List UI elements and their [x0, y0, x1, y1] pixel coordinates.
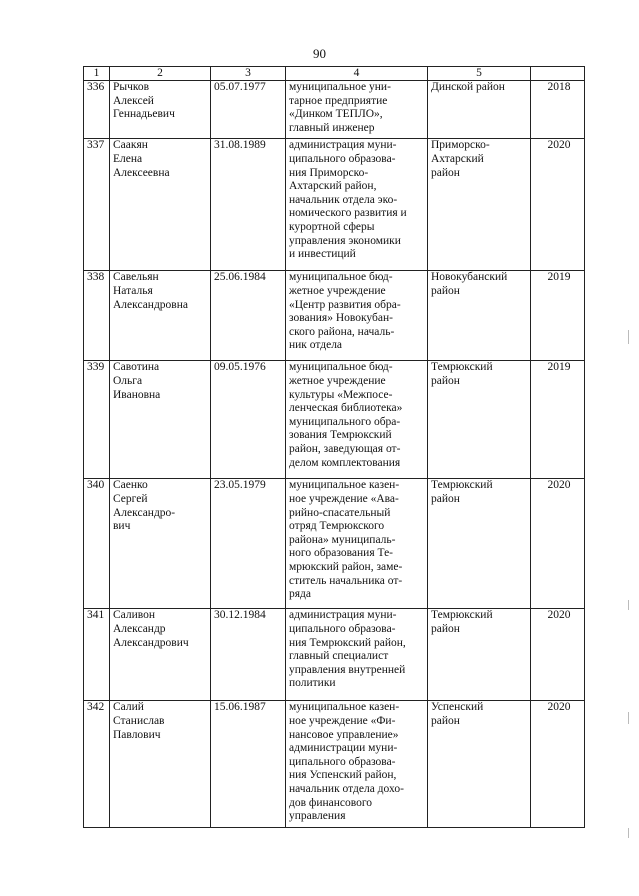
- scan-artifact: [628, 828, 629, 838]
- district-line: район: [431, 492, 460, 505]
- name-line: Александровна: [113, 298, 188, 311]
- row-number-cell: 337: [84, 139, 110, 271]
- name-line: Алексей: [113, 94, 154, 107]
- table-row: [84, 81, 585, 139]
- district-line: Темрюкский: [431, 609, 493, 622]
- name-line: Геннадьевич: [113, 108, 175, 121]
- full-name-cell: [110, 361, 211, 479]
- org-line: культуры «Межпосе-: [289, 388, 393, 401]
- org-line: ципального образова-: [289, 622, 396, 635]
- workplace-position-cell: [286, 361, 428, 479]
- district-line: Темрюкский: [431, 479, 493, 492]
- district-cell: [428, 479, 531, 609]
- full-name-cell: [110, 479, 211, 609]
- org-line: муниципальное бюд-: [289, 361, 393, 374]
- org-line: делом комплектования: [289, 456, 401, 469]
- birth-date-cell: 15.06.1987: [211, 701, 286, 827]
- district-cell: [428, 81, 531, 139]
- org-line: администрация муни-: [289, 139, 397, 152]
- table-row: [84, 479, 585, 609]
- district-line: Приморско-: [431, 139, 490, 152]
- name-line: Саенко: [113, 479, 148, 492]
- org-line: управления экономики: [289, 234, 401, 247]
- row-number-cell: 342: [84, 701, 110, 827]
- table-row: [84, 701, 585, 827]
- scan-artifact: [628, 330, 629, 344]
- org-line: мрюкский район, заме-: [289, 560, 403, 573]
- name-line: Александр: [113, 622, 166, 635]
- year-cell: 2020: [531, 609, 585, 701]
- name-line: Алексеевна: [113, 166, 170, 179]
- column-header: 1: [84, 67, 110, 81]
- district-cell: [428, 271, 531, 361]
- org-line: дов финансового: [289, 796, 373, 809]
- header-row: [84, 67, 585, 81]
- workplace-position-cell: [286, 609, 428, 701]
- full-name-cell: [110, 271, 211, 361]
- district-line: район: [431, 284, 460, 297]
- org-line: главный специалист: [289, 650, 389, 663]
- table-row: [84, 609, 585, 701]
- org-line: ния Темрюкский район,: [289, 636, 406, 649]
- name-line: Станислав: [113, 714, 165, 727]
- name-line: Савотина: [113, 361, 160, 374]
- name-line: Ивановна: [113, 388, 161, 401]
- name-line: Павлович: [113, 728, 161, 741]
- org-line: ленческая библиотека»: [289, 402, 403, 415]
- org-line: муниципальное уни-: [289, 81, 391, 93]
- scan-artifact: [628, 712, 629, 724]
- table-row: [84, 139, 585, 271]
- workplace-position-cell: [286, 479, 428, 609]
- org-line: зования Темрюкский: [289, 429, 392, 442]
- org-line: «Центр развития обра-: [289, 298, 401, 311]
- row-number-cell: 340: [84, 479, 110, 609]
- table-row: [84, 271, 585, 361]
- full-name-cell: [110, 139, 211, 271]
- org-line: муниципальное казен-: [289, 479, 400, 492]
- year-cell: 2019: [531, 271, 585, 361]
- registry-table: [83, 66, 585, 828]
- name-line: Елена: [113, 152, 143, 165]
- org-line: отряд Темрюкского: [289, 520, 385, 533]
- org-line: главный инженер: [289, 121, 375, 134]
- org-line: жетное учреждение: [289, 374, 386, 387]
- name-line: Саакян: [113, 139, 148, 152]
- column-header: [531, 67, 585, 81]
- column-header: 5: [428, 67, 531, 81]
- org-line: ципального образова-: [289, 755, 396, 768]
- org-line: Ахтарский район,: [289, 180, 377, 193]
- row-number-cell: 338: [84, 271, 110, 361]
- org-line: района» муниципаль-: [289, 533, 396, 546]
- name-line: Салий: [113, 701, 144, 714]
- row-number-cell: 339: [84, 361, 110, 479]
- birth-date-cell: 25.06.1984: [211, 271, 286, 361]
- org-line: администрации муни-: [289, 742, 398, 755]
- district-line: район: [431, 622, 460, 635]
- org-line: ного образования Те-: [289, 547, 394, 560]
- name-line: Наталья: [113, 284, 153, 297]
- name-line: Рычков: [113, 81, 150, 93]
- table-row: [84, 361, 585, 479]
- name-line: Александрович: [113, 636, 189, 649]
- org-line: муниципального обра-: [289, 415, 401, 428]
- org-line: политики: [289, 677, 336, 690]
- org-line: зования» Новокубан-: [289, 312, 393, 325]
- org-line: ского района, началь-: [289, 325, 395, 338]
- org-line: управления: [289, 810, 346, 823]
- district-line: район: [431, 714, 460, 727]
- org-line: тарное предприятие: [289, 94, 388, 107]
- district-cell: [428, 701, 531, 827]
- birth-date-cell: 23.05.1979: [211, 479, 286, 609]
- full-name-cell: [110, 81, 211, 139]
- row-number-cell: 336: [84, 81, 110, 139]
- org-line: ния Успенский район,: [289, 769, 397, 782]
- org-line: жетное учреждение: [289, 284, 386, 297]
- workplace-position-cell: [286, 139, 428, 271]
- org-line: администрация муни-: [289, 609, 397, 622]
- org-line: ститель начальника от-: [289, 574, 403, 587]
- org-line: муниципальное казен-: [289, 701, 400, 714]
- org-line: «Динком ТЕПЛО»,: [289, 108, 383, 121]
- birth-date-cell: 30.12.1984: [211, 609, 286, 701]
- district-line: Темрюкский: [431, 361, 493, 374]
- column-header: 4: [286, 67, 428, 81]
- org-line: номического развития и: [289, 207, 407, 220]
- full-name-cell: [110, 701, 211, 827]
- org-line: ник отдела: [289, 339, 343, 352]
- page-number: 90: [313, 46, 326, 61]
- org-line: начальник отдела дохо-: [289, 782, 404, 795]
- district-line: район: [431, 374, 460, 387]
- org-line: ное учреждение «Ава-: [289, 492, 399, 505]
- org-line: район, заведующая от-: [289, 442, 401, 455]
- name-line: Ольга: [113, 374, 143, 387]
- org-line: и инвестиций: [289, 248, 356, 261]
- org-line: нансовое управление»: [289, 728, 399, 741]
- name-line: вич: [113, 520, 131, 533]
- birth-date-cell: 31.08.1989: [211, 139, 286, 271]
- row-number-cell: 341: [84, 609, 110, 701]
- column-header: 2: [110, 67, 211, 81]
- name-line: Александро-: [113, 506, 176, 519]
- birth-date-cell: 09.05.1976: [211, 361, 286, 479]
- birth-date-cell: 05.07.1977: [211, 81, 286, 139]
- year-cell: 2020: [531, 139, 585, 271]
- district-cell: [428, 139, 531, 271]
- full-name-cell: [110, 609, 211, 701]
- org-line: курортной сферы: [289, 220, 375, 233]
- scan-artifact: [628, 600, 629, 610]
- district-line: Ахтарский: [431, 152, 484, 165]
- year-cell: 2018: [531, 81, 585, 139]
- district-cell: [428, 609, 531, 701]
- workplace-position-cell: [286, 271, 428, 361]
- district-cell: [428, 361, 531, 479]
- workplace-position-cell: [286, 701, 428, 827]
- district-line: район: [431, 166, 460, 179]
- org-line: управления внутренней: [289, 663, 406, 676]
- workplace-position-cell: [286, 81, 428, 139]
- year-cell: 2019: [531, 361, 585, 479]
- org-line: муниципальное бюд-: [289, 271, 393, 284]
- org-line: ния Приморско-: [289, 166, 369, 179]
- district-line: Успенский: [431, 701, 484, 714]
- org-line: ряда: [289, 588, 311, 601]
- name-line: Саливон: [113, 609, 156, 622]
- org-line: ципального образова-: [289, 152, 396, 165]
- org-line: рийно-спасательный: [289, 506, 391, 519]
- org-line: начальник отдела эко-: [289, 193, 398, 206]
- org-line: ное учреждение «Фи-: [289, 714, 396, 727]
- column-header: 3: [211, 67, 286, 81]
- year-cell: 2020: [531, 479, 585, 609]
- name-line: Сергей: [113, 492, 148, 505]
- district-line: Динской район: [431, 81, 505, 93]
- district-line: Новокубанский: [431, 271, 508, 284]
- name-line: Савельян: [113, 271, 159, 284]
- year-cell: 2020: [531, 701, 585, 827]
